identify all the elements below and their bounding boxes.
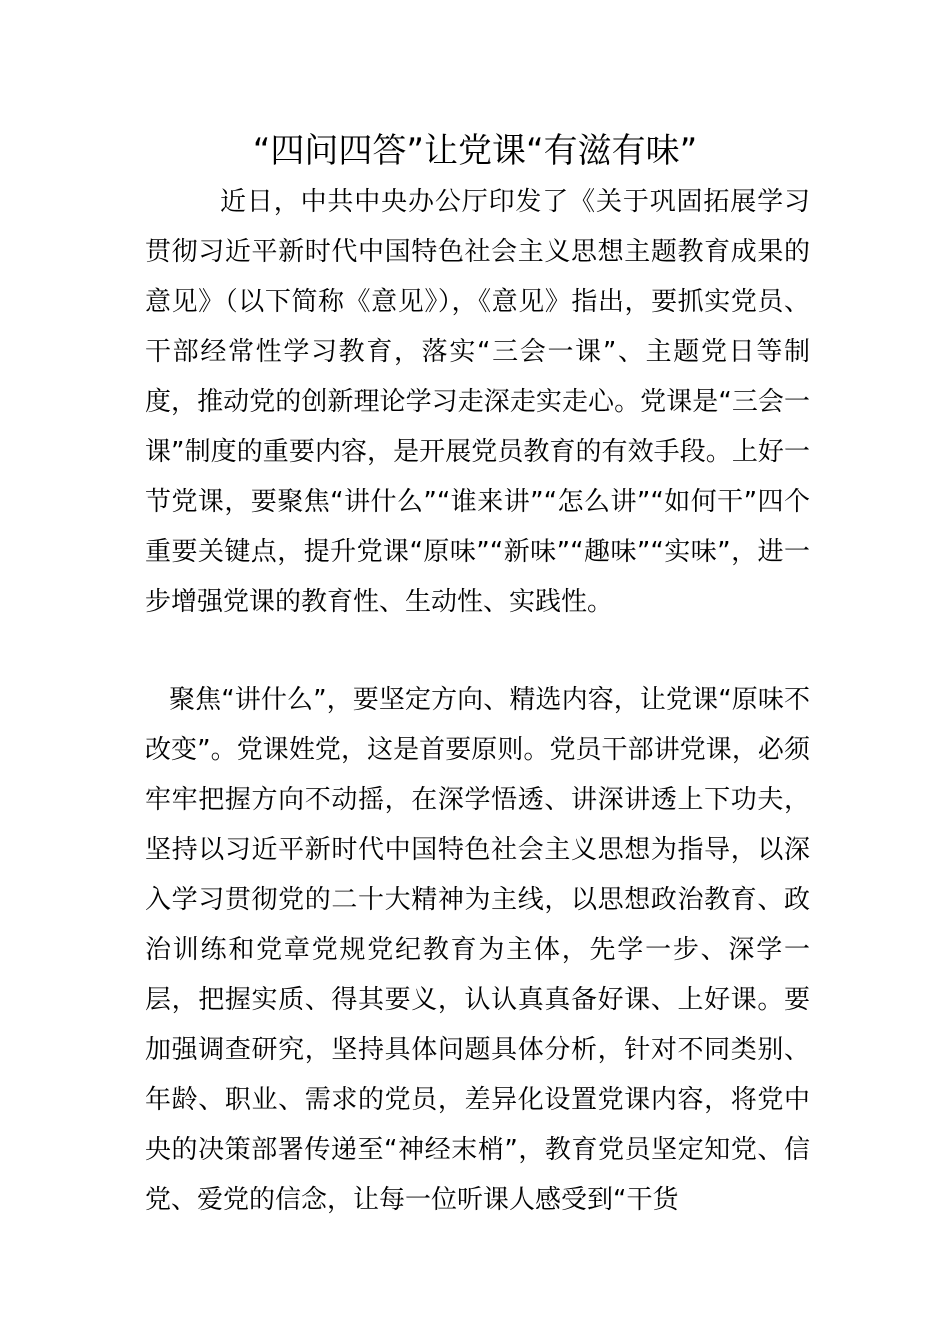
paragraph-intro: 近日，中共中央办公厅印发了《关于巩固拓展学习贯彻习近平新时代中国特色社会主义思想主题教育成果的意见》（以下简称《意见》），《意见》指出，要抓实党员、干部经常性学习教育，落实“三会一课”、主题党日等制度，推动党的创新理论学习走深走实走心。党课是“三会一课”制度的重要内容，是开展党员教育的有效手段。上好一节党课，要聚焦“讲什么”“谁来讲”“怎么讲”“如何干”四个重要关键点，提升党课“原味”“新味”“趣味”“实味”，进一步增强党课的教育性、生动性、实践性。 xyxy=(145,187,810,617)
paragraph-what-to-teach: 聚焦“讲什么”，要坚定方向、精选内容，让党课“原味不改变”。党课姓党，这是首要原则。党员干部讲党课，必须牢牢把握方向不动摇，在深学悟透、讲深讲透上下功夫，坚持以习近平新时代中国特色社会主义思想为指导，以深入学习贯彻党的二十大精神为主线，以思想政治教育、政治训练和党章党规党纪教育为主体，先学一步、深学一层，把握实质、得其要义，认认真真备好课、上好课。要加强调查研究，坚持具体问题具体分析，针对不同类别、年龄、职业、需求的党员，差异化设置党课内容，将党中央的决策部署传递至“神经末梢”，教育党员坚定知党、信党、爱党的信念，让每一位听课人感受到“干货 xyxy=(145,685,810,1215)
document-title: “四问四答”让党课“有滋有味” xyxy=(252,131,698,171)
